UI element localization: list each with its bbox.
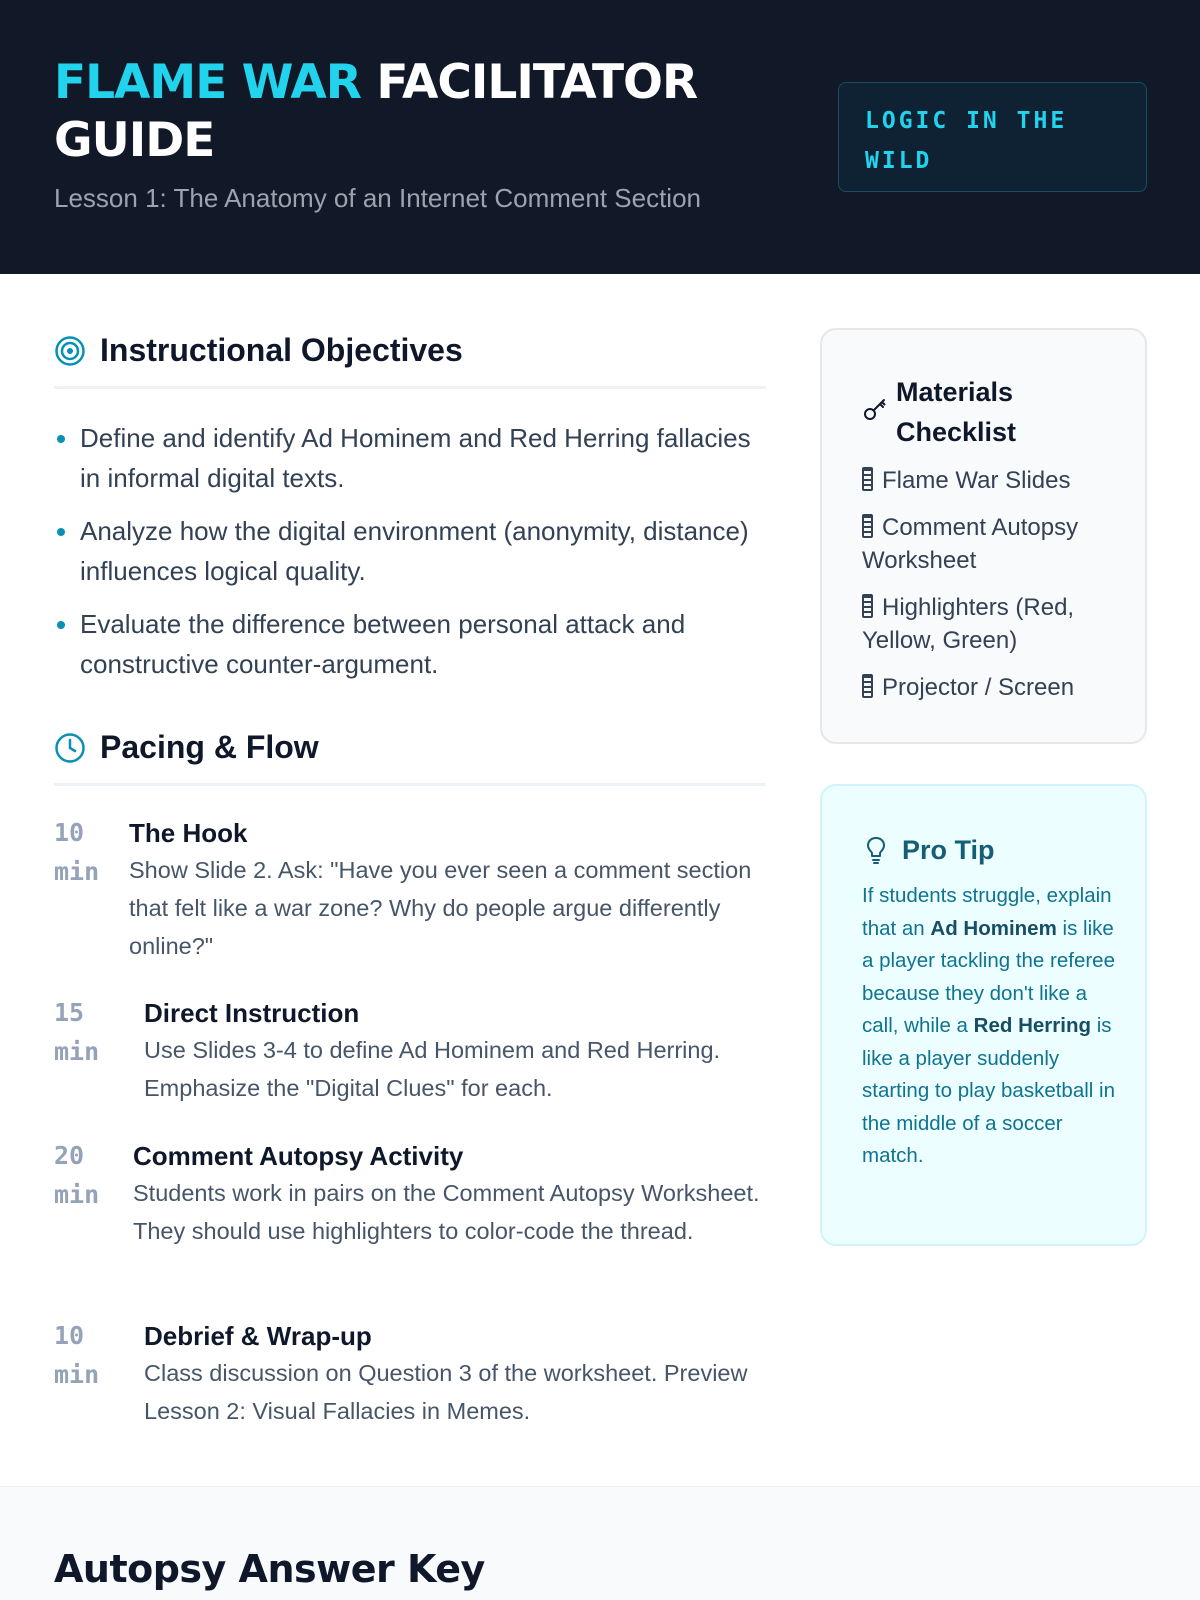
tip-text: is like a player tackling the referee because they don't like a call, while a: [862, 916, 1115, 1037]
page-title: [54, 54, 774, 170]
step-title: Debrief & Wrap-up: [144, 1321, 372, 1351]
tip-text: If students struggle, explain that an: [862, 884, 1112, 940]
checklist-item[interactable]: [862, 591, 1122, 657]
pro-tip-body: [862, 880, 1117, 1173]
step-description: Class discussion on Question 3 of the worksheet. Preview Lesson 2: Visual Fallacies in Memes.: [144, 1360, 748, 1424]
answer-key-title: Autopsy Answer Key: [54, 1547, 485, 1591]
step-title: The Hook: [129, 818, 248, 848]
step-duration: 15 min: [54, 998, 100, 1066]
checklist-label: Flame War Slides: [882, 467, 1071, 494]
objectives-heading: [54, 330, 766, 374]
pacing-heading: [54, 727, 766, 771]
checklist-item[interactable]: [862, 671, 1122, 704]
tip-text: is like a player suddenly starting to play basketball in the middle of a soccer match.: [862, 1014, 1115, 1167]
target-icon: [54, 335, 86, 367]
answer-key-section: [0, 1486, 1200, 1600]
lightbulb-icon: [864, 835, 888, 865]
checkbox-icon[interactable]: [862, 674, 873, 698]
step-duration: 10 min: [54, 818, 100, 886]
pacing-title: Pacing & Flow: [100, 729, 319, 765]
title-accent: FLAME WAR: [54, 55, 361, 110]
step-description: Use Slides 3-4 to define Ad Hominem and Red Herring. Emphasize the "Digital Clues" for each.: [144, 1037, 721, 1101]
pro-tip-card: [820, 784, 1147, 1246]
step-description: Students work in pairs on the Comment Autopsy Worksheet. They should use highlighters to color-code the thread.: [133, 1180, 760, 1244]
pro-tip-title: Pro Tip: [902, 835, 995, 865]
step-title: Direct Instruction: [144, 998, 360, 1028]
lesson-subtitle: Lesson 1: The Anatomy of an Internet Comment Section: [54, 183, 702, 213]
step-title: Comment Autopsy Activity: [133, 1141, 464, 1171]
step-duration: 20 min: [54, 1141, 100, 1209]
checkbox-icon[interactable]: [862, 594, 873, 618]
divider: [54, 386, 766, 389]
checkbox-icon[interactable]: [862, 514, 873, 538]
objective-item: Evaluate the difference between personal attack and constructive counter-argument.: [54, 604, 766, 684]
checklist-item[interactable]: [862, 511, 1122, 577]
checkbox-icon[interactable]: [862, 467, 873, 491]
tip-term-ad-hominem: Ad Hominem: [930, 916, 1057, 940]
key-icon: [862, 396, 888, 422]
step-duration: 10 min: [54, 1321, 100, 1389]
materials-title: Materials Checklist: [896, 377, 1017, 447]
step-description: Show Slide 2. Ask: "Have you ever seen a comment section that felt like a war zone? Why do people argue differently online?": [129, 857, 752, 959]
clock-icon: [54, 732, 86, 764]
objective-item: Analyze how the digital environment (anonymity, distance) influences logical quality.: [54, 511, 766, 591]
objectives-title: Instructional Objectives: [100, 332, 463, 368]
divider: [54, 783, 766, 786]
materials-card: [820, 328, 1147, 744]
tip-term-red-herring: Red Herring: [973, 1014, 1091, 1037]
title-rest: FACILITATOR GUIDE: [54, 55, 698, 168]
objective-item: Define and identify Ad Hominem and Red Herring fallacies in informal digital texts.: [54, 418, 766, 498]
checklist-label: Highlighters (Red, Yellow, Green): [862, 594, 1075, 654]
series-badge: LOGIC IN THE WILD: [838, 82, 1147, 192]
checklist-label: Comment Autopsy Worksheet: [862, 514, 1079, 574]
checklist-item[interactable]: [862, 464, 1122, 497]
checklist-label: Projector / Screen: [882, 674, 1075, 701]
page-header: [0, 0, 1200, 274]
